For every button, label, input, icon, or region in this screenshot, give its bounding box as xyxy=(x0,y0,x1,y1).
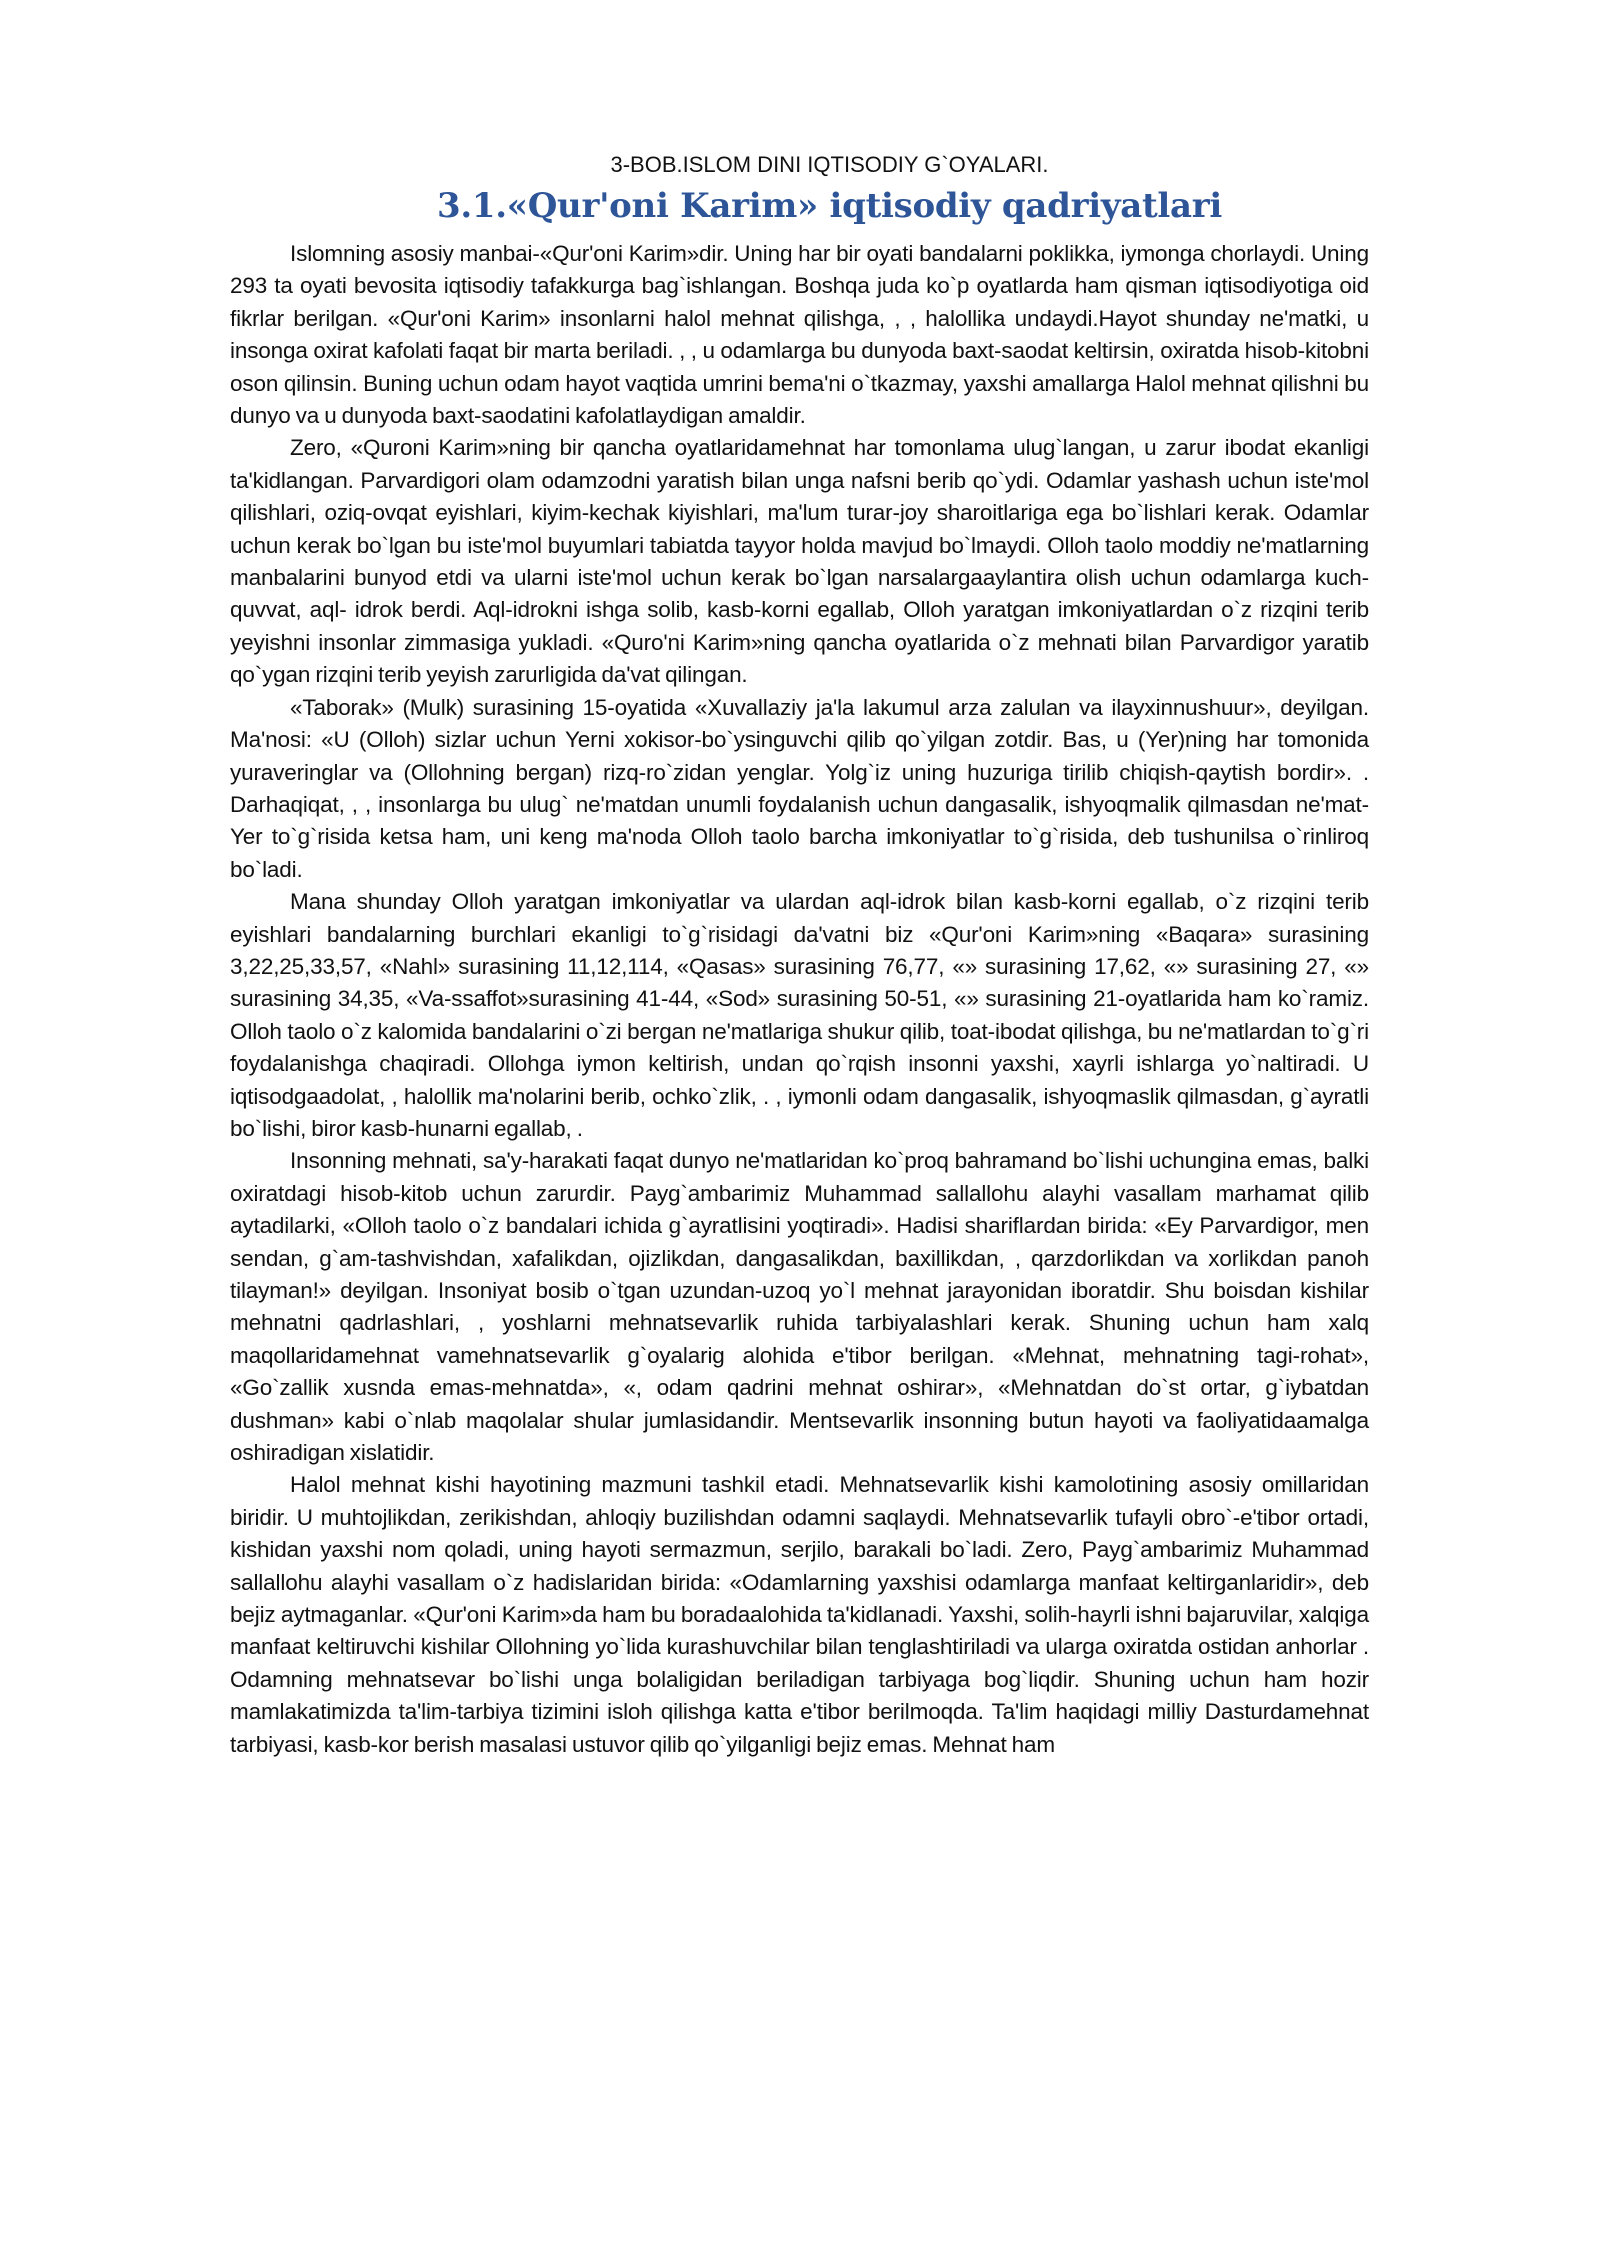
chapter-heading: 3-BOB.ISLOM DINI IQTISODIY G`OYALARI. xyxy=(610,152,1049,177)
paragraph-5: Insonning mehnati, sa'y-harakati faqat dunyo ne'matlaridan ko`proq bahramand bo`lishi uchungina emas, balki oxiratdagi hisob-kitob uchun zarurdir. Payg`ambarimiz Muhammad sallallohu alayhi vasallam marhamat qilib aytadilarki, «Olloh taolo o`z bandalari ichida g`ayratlisini yoqtiradi». Hadisi shariflardan birida: «Ey Parvardigor, men sendan, g`am-tashvishdan, xafalikdan, ojizlikdan, dangasalikdan, baxillikdan, , qarzdorlikdan va xorlikdan panoh tilayman!» deyilgan. Insoniyat bosib o`tgan uzundan-uzoq yo`l mehnat jarayonidan iboratdir. Shu boisdan kishilar mehnatni qadrlashlari, , yoshlarni mehnatsevarlik ruhida tarbiyalashlari kerak. Shuning uchun ham xalq maqollaridamehnat vamehnatsevarlik g`oyalarig alohida e'tibor berilgan. «Mehnat, mehnatning tagi-rohat», «Go`zallik xusnda emas-mehnatda», «, odam qadrini mehnat oshirar», «Mehnatdan do`st ortar, g`iybatdan dushman» kabi o`nlab maqolalar shular jumlasidandir. Mentsevarlik insonning butun hayoti va faoliyatidaamalga oshiradigan xislatidir. xyxy=(230,1148,1369,1466)
paragraph-4: Mana shunday Olloh yaratgan imkoniyatlar va ulardan aql-idrok bilan kasb-korni egallab, o`z rizqini terib eyishlari bandalarning burchlari ekanligi to`g`risidagi da'vatni biz «Qur'oni Karim»ning «Baqara» surasining 3,22,25,33,57, «Nahl» surasining 11,12,114, «Qasas» surasining 76,77, «» surasining 17,62, «» surasining 27, «» surasining 34,35, «Va-ssaffot»surasining 41-44, «Sod» surasining 50-51, «» surasining 21-oyatlarida ham ko`ramiz. Olloh taolo o`z kalomida bandalarini o`zi bergan ne'matlariga shukur qilib, toat-ibodat qilishga, bu ne'matlardan to`g`ri foydalanishga chaqiradi. Ollohga iymon keltirish, undan qo`rqish insonni yaxshi, xayrli ishlarga yo`naltiradi. U iqtisodgaadolat, , halollik ma'nolarini berib, ochko`zlik, . , iymonli odam dangasalik, ishyoqmaslik qilmasdan, g`ayratli bo`lishi, biror kasb-hunarni egallab, . xyxy=(230,889,1369,1141)
section-title: 3.1.«Qur'oni Karim» iqtisodiy qadriyatlari xyxy=(436,186,1222,226)
paragraph-1: Islomning asosiy manbai-«Qur'oni Karim»dir. Uning har bir oyati bandalarni poklikka, iymonga chorlaydi. Uning 293 ta oyati bevosita iqtisodiy tafakkurga bag`ishlangan. Boshqa juda ko`p oyatlarda ham qisman iqtisodiyotiga oid fikrlar berilgan. «Qur'oni Karim» insonlarni halol mehnat qilishga, , , halollika undaydi.Hayot shunday ne'matki, u insonga oxirat kafolati faqat bir marta beriladi. , , u odamlarga bu dunyoda baxt-saodat keltirsin, oxiratda hisob-kitobni oson qilinsin. Buning uchun odam hayot vaqtida umrini bema'ni o`tkazmay, yaxshi amallarga Halol mehnat qilishni bu dunyo va u dunyoda baxt-saodatini kafolatlaydigan amaldir. xyxy=(230,241,1369,429)
paragraph-2: Zero, «Quroni Karim»ning bir qancha oyatlaridamehnat har tomonlama ulug`langan, u zarur ibodat ekanligi ta'kidlangan. Parvardigori olam odamzodni yaratish bilan unga nafsni berib qo`ydi. Odamlar yashash uchun iste'mol qilishlari, oziq-ovqat eyishlari, kiyim-kechak kiyishlari, ma'lum turar-joy sharoitlariga ega bo`lishlari kerak. Odamlar uchun kerak bo`lgan bu iste'mol buyumlari tabiatda tayyor holda mavjud bo`lmaydi. Olloh taolo moddiy ne'matlarning manbalarini bunyod etdi va ularni iste'mol uchun kerak bo`lgan narsalargaaylantira olish uchun odamlarga kuch-quvvat, aql- idrok berdi. Aql-idrokni ishga solib, kasb-korni egallab, Olloh yaratgan imkoniyatlardan o`z rizqini terib yeyishni insonlar zimmasiga yukladi. «Quro'ni Karim»ning qancha oyatlarida o`z mehnati bilan Parvardigor yaratib qo`ygan rizqini terib yeyish zarurligida da'vat qilingan. xyxy=(230,435,1369,688)
paragraph-3: «Taborak» (Mulk) surasining 15-oyatida «Xuvallaziy ja'la lakumul arza zalulan va ilayxinnushuur», deyilgan. Ma'nosi: «U (Olloh) sizlar uchun Yerni xokisor-bo`ysinguvchi qilib qo`yilgan zotdir. Bas, u (Yer)ning har tomonida yuraveringlar va (Ollohning bergan) rizq-ro`zidan yenglar. Yolg`iz uning huzuriga tirilib chiqish-qaytish bordir». . Darhaqiqat, , , insonlarga bu ulug` ne'matdan unumli foydalanish uchun dangasalik, ishyoqmalik qilmasdan ne'mat-Yer to`g`risida ketsa ham, uni keng ma'noda Olloh taolo barcha imkoniyatlar to`g`risida, deb tushunilsa o`rinliroq bo`ladi. xyxy=(230,694,1369,882)
paragraph-6: Halol mehnat kishi hayotining mazmuni tashkil etadi. Mehnatsevarlik kishi kamolotining asosiy omillaridan biridir. U muhtojlikdan, zerikishdan, ahloqiy buzilishdan odamni saqlaydi. Mehnatsevarlik tufayli obro`-e'tibor ortadi, kishidan yaxshi nom qoladi, uning hayoti sermazmun, serjilo, barakali bo`ladi. Zero, Payg`ambarimiz Muhammad sallallohu alayhi vasallam o`z hadislaridan birida: «Odamlarning yaxshisi odamlarga manfaat keltirganlaridir», deb bejiz aytmaganlar. «Qur'oni Karim»da ham bu boradaalohida ta'kidlanadi. Yaxshi, solih-hayrli ishni bajaruvilar, xalqiga manfaat keltiruvchi kishilar Ollohning yo`lida kurashuvchilar bilan tenglashtiriladi va ularga oxiratda ostidan anhorlar . Odamning mehnatsevar bo`lishi unga bolaligidan beriladigan tarbiyaga bog`liqdir. Shuning uchun ham hozir mamlakatimizda ta'lim-tarbiya tizimini isloh qilishga katta e'tibor berilmoqda. Ta'lim haqidagi milliy Dasturdamehnat tarbiyasi, kasb-kor berish masalasi ustuvor qilib qo`yilganligi bejiz emas. Mehnat ham xyxy=(230,1472,1369,1757)
document-page xyxy=(230,150,1369,1761)
